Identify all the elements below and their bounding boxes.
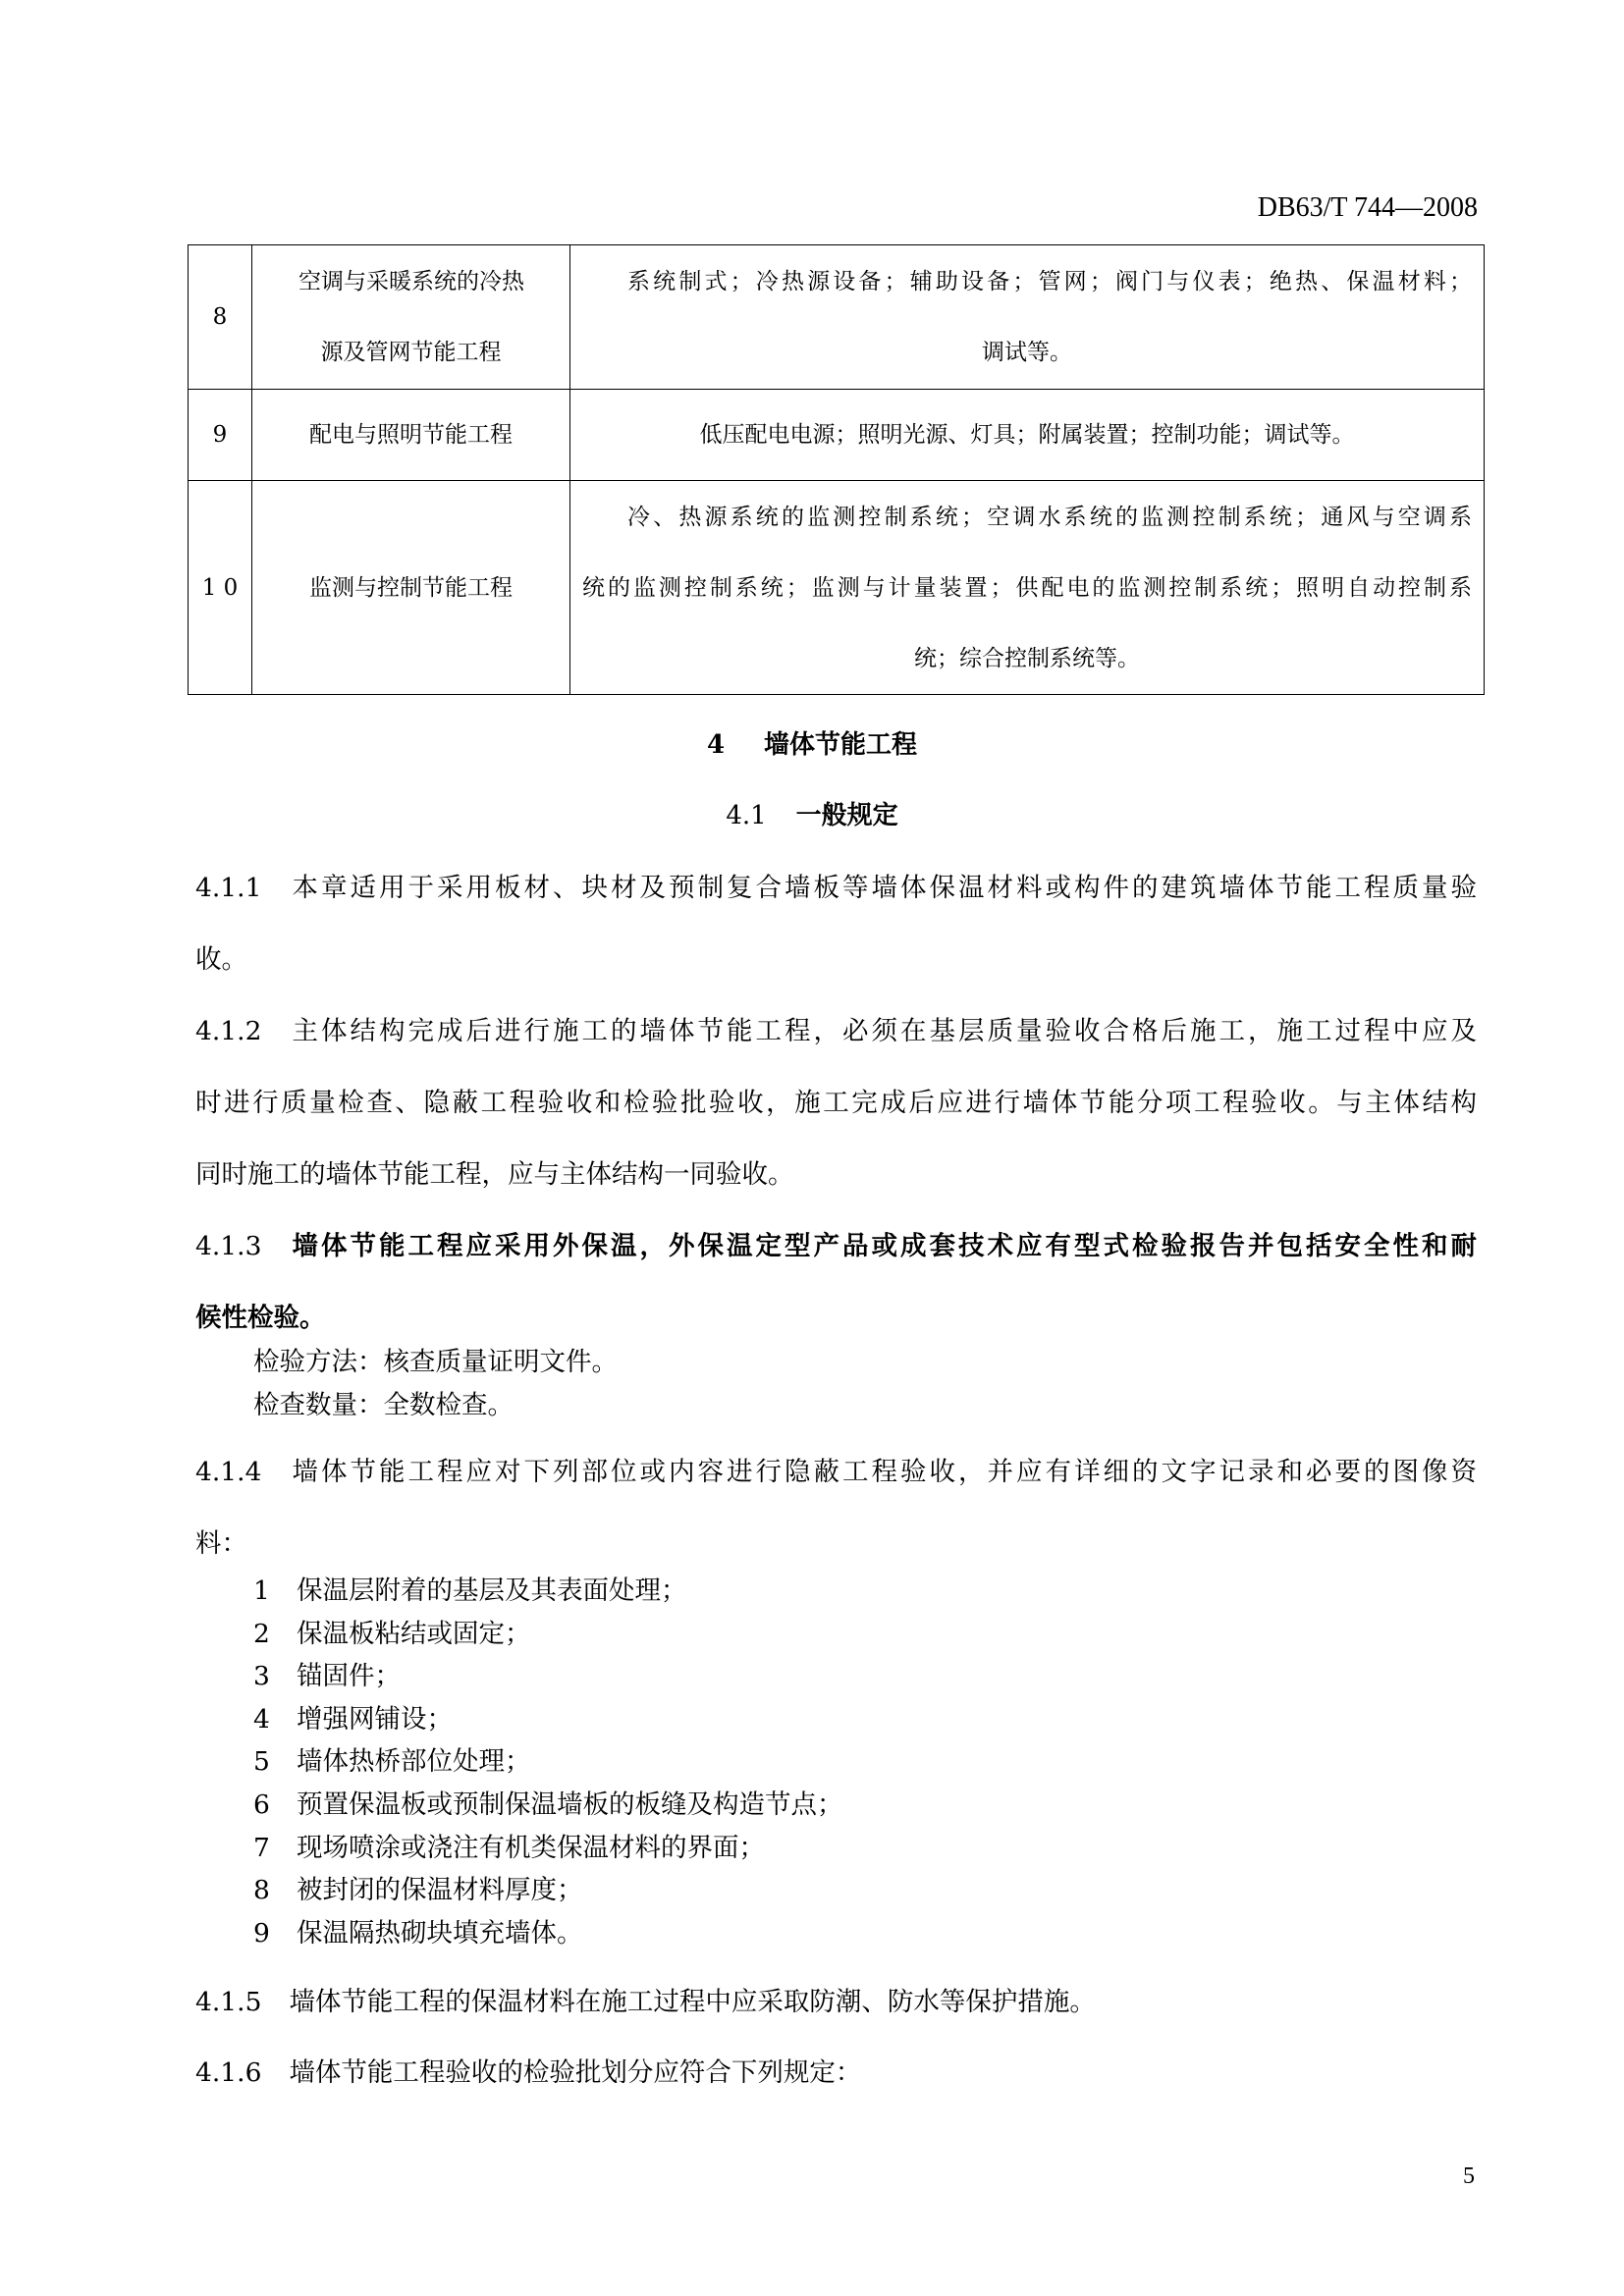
clause-4-1-6 [195,2051,1477,2089]
clause-number: 4.1.6 [195,2057,262,2088]
list-item [253,1739,531,1778]
list-item [253,1612,531,1650]
row-number: 8 [189,245,252,390]
clause-4-1-1 [195,866,1477,904]
list-item-text: 锚固件； [297,1661,401,1692]
row-name: 配电与照明节能工程 [252,390,570,481]
subitem-table [188,244,1485,695]
clause-text: 时进行质量检查、隐蔽工程验收和检验批验收，施工完成后应进行墙体节能分项工程验收。与主体结构 [195,1088,1477,1118]
chapter-title: 墙体节能工程 [764,730,918,760]
clause-4-1-2 [195,1009,1477,1047]
clause-text: 主体结构完成后进行施工的墙体节能工程，必须在基层质量验收合格后施工，施工过程中应及 [289,1016,1477,1046]
list-item-number: 2 [253,1618,270,1649]
row-number: 9 [189,390,252,481]
row-content [570,390,1485,481]
inspection-method: 检验方法：核查质量证明文件。 [253,1347,618,1377]
list-item-number: 3 [253,1661,270,1692]
table-row [189,390,1485,481]
clause-text: 墙体节能工程应采用外保温，外保温定型产品或成套技术应有型式检验报告并包括安全性和耐 [289,1231,1477,1261]
clause-4-1-5 [195,1980,1477,2018]
table-row [189,481,1485,695]
list-item-text: 墙体热桥部位处理； [297,1746,531,1778]
list-item [253,1868,583,1906]
clause-text: 本章适用于采用板材、块材及预制复合墙板等墙体保温材料或构件的建筑墙体节能工程质量验 [289,873,1477,903]
clause-text: 同时施工的墙体节能工程，应与主体结构一同验收。 [195,1159,794,1190]
chapter-number: 4 [706,730,726,760]
document-code: DB63/T 744—2008 [1257,192,1478,223]
row-name-line: 空调与采暖系统的冷热 [298,269,524,294]
row-content-line: 低压配电电源；照明光源、灯具；附属装置；控制功能；调试等。 [699,422,1355,448]
list-item-text: 被封闭的保温材料厚度； [297,1875,583,1906]
clause-text: 墙体节能工程应对下列部位或内容进行隐蔽工程验收，并应有详细的文字记录和必要的图像资 [289,1457,1477,1487]
list-item [253,1911,583,1949]
list-item [253,1654,401,1692]
row-content [570,245,1485,390]
row-content-line: 调试等。 [982,340,1072,365]
clause-number: 4.1.2 [195,1016,262,1046]
list-item-number: 9 [253,1917,270,1949]
clause-number: 4.1.4 [195,1457,262,1487]
page-number: 5 [1463,2163,1475,2189]
list-item-text: 保温层附着的基层及其表面处理； [297,1575,687,1606]
row-name-line: 源及管网节能工程 [320,340,502,365]
chapter-heading [0,724,1624,761]
section-heading [0,795,1624,831]
clause-text: 墙体节能工程验收的检验批划分应符合下列规定： [289,2057,862,2088]
list-item-text: 保温板粘结或固定； [297,1618,531,1649]
list-item [253,1569,687,1607]
clause-text: 料： [195,1528,247,1559]
section-title: 一般规定 [795,801,898,830]
row-content-line: 统；综合控制系统等。 [914,645,1140,671]
clause-4-1-3 [195,1224,1477,1262]
list-item-text: 预置保温板或预制保温墙板的板缝及构造节点； [297,1789,843,1820]
list-item-text: 现场喷涂或浇注有机类保温材料的界面； [297,1832,765,1863]
list-item [253,1697,453,1735]
row-content-line: 统的监测控制系统；监测与计量装置；供配电的监测控制系统；照明自动控制系 [582,574,1472,601]
clause-4-1-4 [195,1450,1477,1488]
section-number: 4.1 [726,801,767,830]
clause-number: 4.1.1 [195,873,262,903]
list-item-number: 4 [253,1703,270,1735]
list-item [253,1826,765,1864]
list-item-number: 1 [253,1575,270,1606]
clause-text: 收。 [195,944,247,975]
clause-number: 4.1.5 [195,1987,262,2017]
row-content-line: 系统制式；冷热源设备；辅助设备；管网；阀门与仪表；绝热、保温材料； [627,269,1472,294]
list-item-number: 6 [253,1789,270,1820]
table-row [189,245,1485,390]
list-item-text: 增强网铺设； [297,1703,453,1735]
clause-text: 候性检验。 [195,1303,326,1333]
row-content [570,481,1485,695]
row-name: 监测与控制节能工程 [252,481,570,695]
row-name [252,245,570,390]
row-content-line: 冷、热源系统的监测控制系统；空调水系统的监测控制系统；通风与空调系 [627,504,1472,530]
list-item-number: 8 [253,1875,270,1906]
clause-number: 4.1.3 [195,1231,262,1261]
row-number: 1 0 [189,481,252,695]
list-item-number: 5 [253,1746,270,1778]
clause-text: 墙体节能工程的保温材料在施工过程中应采取防潮、防水等保护措施。 [289,1987,1096,2017]
list-item-number: 7 [253,1832,270,1863]
list-item-text: 保温隔热砌块填充墙体。 [297,1917,583,1949]
inspection-quantity: 检查数量：全数检查。 [253,1390,514,1420]
list-item [253,1783,843,1821]
